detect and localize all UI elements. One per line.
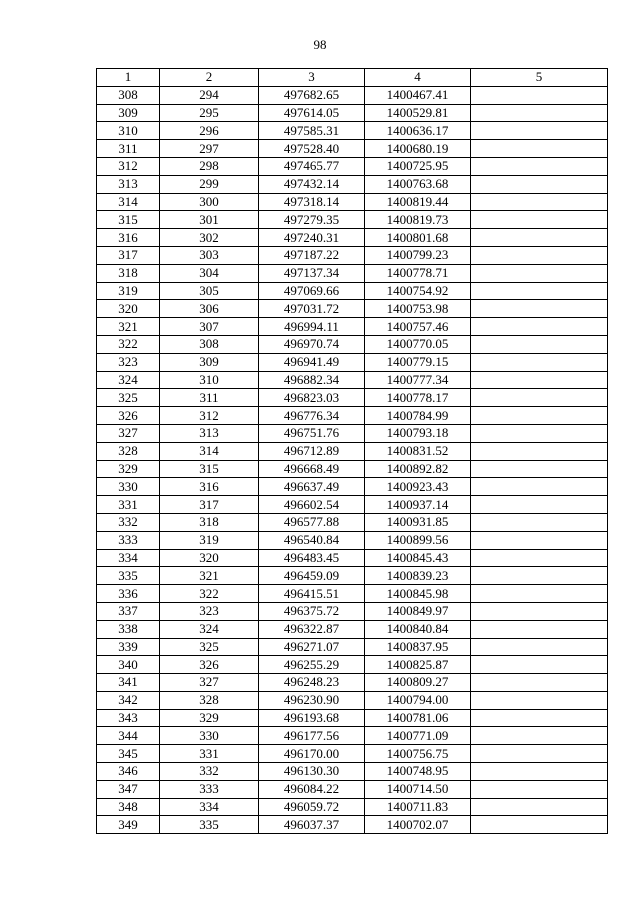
table-row — [97, 763, 608, 781]
table-cell: 497528.40 — [259, 140, 365, 158]
table-cell: 1400771.09 — [365, 727, 471, 745]
table-cell: 320 — [160, 549, 259, 567]
table-row — [97, 122, 608, 140]
table-cell: 496322.87 — [259, 620, 365, 638]
table-cell — [471, 300, 608, 318]
table-cell — [471, 549, 608, 567]
table-cell: 296 — [160, 122, 259, 140]
table-cell: 347 — [97, 780, 160, 798]
table-cell: 327 — [97, 424, 160, 442]
table-cell: 496037.37 — [259, 816, 365, 834]
table-row — [97, 798, 608, 816]
table-cell: 497240.31 — [259, 229, 365, 247]
table-cell — [471, 104, 608, 122]
table-row — [97, 496, 608, 514]
table-cell — [471, 86, 608, 104]
table-row — [97, 389, 608, 407]
table-row — [97, 460, 608, 478]
table-cell: 339 — [97, 638, 160, 656]
table-cell — [471, 567, 608, 585]
table-row — [97, 318, 608, 336]
table-cell: 310 — [97, 122, 160, 140]
table-cell: 334 — [97, 549, 160, 567]
table-cell: 329 — [160, 709, 259, 727]
table-cell: 496483.45 — [259, 549, 365, 567]
column-header: 5 — [471, 69, 608, 87]
table-row — [97, 727, 608, 745]
table-cell: 1400937.14 — [365, 496, 471, 514]
table-cell: 496994.11 — [259, 318, 365, 336]
table-cell: 496540.84 — [259, 531, 365, 549]
table-cell: 313 — [97, 175, 160, 193]
table-cell: 294 — [160, 86, 259, 104]
table-cell: 321 — [97, 318, 160, 336]
table-cell: 314 — [97, 193, 160, 211]
table-row — [97, 335, 608, 353]
table-cell: 1400763.68 — [365, 175, 471, 193]
table-cell: 1400819.44 — [365, 193, 471, 211]
table-cell: 346 — [97, 763, 160, 781]
table-cell: 328 — [160, 691, 259, 709]
table-cell: 496776.34 — [259, 407, 365, 425]
table-cell: 1400892.82 — [365, 460, 471, 478]
table-row — [97, 585, 608, 603]
table-cell: 295 — [160, 104, 259, 122]
table-cell: 300 — [160, 193, 259, 211]
table-row — [97, 229, 608, 247]
table-cell: 1400794.00 — [365, 691, 471, 709]
table-cell: 331 — [160, 745, 259, 763]
table-cell: 314 — [160, 442, 259, 460]
table-cell — [471, 816, 608, 834]
table-row — [97, 620, 608, 638]
table-cell — [471, 264, 608, 282]
table-cell — [471, 531, 608, 549]
table-cell: 330 — [160, 727, 259, 745]
table-cell: 1400702.07 — [365, 816, 471, 834]
table-cell: 496577.88 — [259, 513, 365, 531]
table-row — [97, 674, 608, 692]
table-cell — [471, 602, 608, 620]
table-cell: 298 — [160, 157, 259, 175]
table-cell — [471, 691, 608, 709]
table-cell: 337 — [97, 602, 160, 620]
table-cell: 1400725.95 — [365, 157, 471, 175]
table-cell: 325 — [97, 389, 160, 407]
table-cell — [471, 638, 608, 656]
table-cell: 1400837.95 — [365, 638, 471, 656]
table-cell: 1400931.85 — [365, 513, 471, 531]
table-cell: 306 — [160, 300, 259, 318]
table-cell: 1400680.19 — [365, 140, 471, 158]
table-cell: 1400467.41 — [365, 86, 471, 104]
table-cell — [471, 193, 608, 211]
table-cell: 325 — [160, 638, 259, 656]
table-cell: 497585.31 — [259, 122, 365, 140]
table-cell: 1400714.50 — [365, 780, 471, 798]
table-cell: 310 — [160, 371, 259, 389]
table-cell — [471, 585, 608, 603]
table-cell: 315 — [160, 460, 259, 478]
table-cell — [471, 620, 608, 638]
table-cell: 1400819.73 — [365, 211, 471, 229]
table-cell: 1400753.98 — [365, 300, 471, 318]
table-cell: 497031.72 — [259, 300, 365, 318]
page-number: 98 — [313, 37, 327, 52]
table-cell: 496712.89 — [259, 442, 365, 460]
table-cell: 319 — [97, 282, 160, 300]
table-row — [97, 371, 608, 389]
table-row — [97, 513, 608, 531]
table-cell: 1400754.92 — [365, 282, 471, 300]
table-cell: 328 — [97, 442, 160, 460]
table-cell: 309 — [97, 104, 160, 122]
table-cell: 308 — [160, 335, 259, 353]
table-body — [97, 86, 608, 833]
table-cell: 496375.72 — [259, 602, 365, 620]
table-cell: 303 — [160, 246, 259, 264]
table-cell — [471, 371, 608, 389]
table-cell: 297 — [160, 140, 259, 158]
table-cell: 333 — [160, 780, 259, 798]
table-row — [97, 407, 608, 425]
table-cell: 301 — [160, 211, 259, 229]
table-cell: 497187.22 — [259, 246, 365, 264]
table-cell: 311 — [97, 140, 160, 158]
table-row — [97, 140, 608, 158]
table-cell: 496230.90 — [259, 691, 365, 709]
table-cell: 497682.65 — [259, 86, 365, 104]
table-cell: 340 — [97, 656, 160, 674]
table-cell: 343 — [97, 709, 160, 727]
table-cell: 496751.76 — [259, 424, 365, 442]
table-cell — [471, 496, 608, 514]
table-row — [97, 175, 608, 193]
table-cell — [471, 745, 608, 763]
table-cell — [471, 335, 608, 353]
table-cell: 496255.29 — [259, 656, 365, 674]
table-row — [97, 424, 608, 442]
table-cell: 1400778.71 — [365, 264, 471, 282]
table-cell: 1400784.99 — [365, 407, 471, 425]
table-cell: 349 — [97, 816, 160, 834]
table-cell: 1400825.87 — [365, 656, 471, 674]
table-row — [97, 104, 608, 122]
table-cell: 496193.68 — [259, 709, 365, 727]
table-cell: 307 — [160, 318, 259, 336]
table-cell: 496059.72 — [259, 798, 365, 816]
table-cell: 1400849.97 — [365, 602, 471, 620]
table-row — [97, 567, 608, 585]
table-row — [97, 353, 608, 371]
table-cell: 1400711.83 — [365, 798, 471, 816]
table-cell: 331 — [97, 496, 160, 514]
table-row — [97, 246, 608, 264]
table-cell — [471, 780, 608, 798]
table-cell: 311 — [160, 389, 259, 407]
table-cell: 497614.05 — [259, 104, 365, 122]
table-cell: 497279.35 — [259, 211, 365, 229]
table-cell: 336 — [97, 585, 160, 603]
table-cell — [471, 353, 608, 371]
table-cell: 333 — [97, 531, 160, 549]
table-cell — [471, 763, 608, 781]
table-cell: 1400831.52 — [365, 442, 471, 460]
table-row — [97, 86, 608, 104]
table-cell: 327 — [160, 674, 259, 692]
table-cell: 1400757.46 — [365, 318, 471, 336]
table-cell — [471, 798, 608, 816]
table-cell: 329 — [97, 460, 160, 478]
table-cell — [471, 229, 608, 247]
table-cell: 309 — [160, 353, 259, 371]
table-cell: 497069.66 — [259, 282, 365, 300]
table-row — [97, 691, 608, 709]
table-cell: 320 — [97, 300, 160, 318]
table-cell: 496130.30 — [259, 763, 365, 781]
table-row — [97, 478, 608, 496]
table-cell: 496668.49 — [259, 460, 365, 478]
table-cell: 1400899.56 — [365, 531, 471, 549]
table-cell: 322 — [97, 335, 160, 353]
table-row — [97, 264, 608, 282]
column-header: 1 — [97, 69, 160, 87]
table-cell — [471, 656, 608, 674]
table-cell: 496415.51 — [259, 585, 365, 603]
table-cell — [471, 674, 608, 692]
table-cell — [471, 424, 608, 442]
table-cell — [471, 407, 608, 425]
table-cell: 496602.54 — [259, 496, 365, 514]
table-cell: 344 — [97, 727, 160, 745]
table-row — [97, 656, 608, 674]
table-cell: 334 — [160, 798, 259, 816]
table-cell: 341 — [97, 674, 160, 692]
table-cell: 299 — [160, 175, 259, 193]
table-cell: 335 — [97, 567, 160, 585]
coordinates-table — [96, 68, 608, 834]
table-cell — [471, 442, 608, 460]
table-cell — [471, 709, 608, 727]
table-cell: 497432.14 — [259, 175, 365, 193]
table-cell: 332 — [160, 763, 259, 781]
table-cell: 496084.22 — [259, 780, 365, 798]
column-header: 4 — [365, 69, 471, 87]
table-cell: 318 — [160, 513, 259, 531]
table-cell: 1400748.95 — [365, 763, 471, 781]
table-header-row — [97, 69, 608, 87]
table-cell — [471, 140, 608, 158]
table-cell: 316 — [160, 478, 259, 496]
column-header: 2 — [160, 69, 259, 87]
table-cell: 324 — [160, 620, 259, 638]
table-cell: 335 — [160, 816, 259, 834]
table-cell: 317 — [97, 246, 160, 264]
table-cell: 332 — [97, 513, 160, 531]
table-cell: 338 — [97, 620, 160, 638]
table-row — [97, 442, 608, 460]
table-cell: 1400756.75 — [365, 745, 471, 763]
table-row — [97, 549, 608, 567]
table-cell: 326 — [160, 656, 259, 674]
table-cell — [471, 246, 608, 264]
table-cell — [471, 460, 608, 478]
table-row — [97, 638, 608, 656]
table-cell — [471, 727, 608, 745]
table-cell: 324 — [97, 371, 160, 389]
table-cell: 1400636.17 — [365, 122, 471, 140]
table-cell: 313 — [160, 424, 259, 442]
table-cell: 496170.00 — [259, 745, 365, 763]
table-cell: 1400923.43 — [365, 478, 471, 496]
table-cell: 496882.34 — [259, 371, 365, 389]
table-cell: 308 — [97, 86, 160, 104]
table-cell: 323 — [97, 353, 160, 371]
table-cell — [471, 157, 608, 175]
table-cell: 326 — [97, 407, 160, 425]
table-cell — [471, 282, 608, 300]
table-cell — [471, 175, 608, 193]
table-cell — [471, 211, 608, 229]
table-cell: 1400777.34 — [365, 371, 471, 389]
table-cell: 316 — [97, 229, 160, 247]
table-cell: 496248.23 — [259, 674, 365, 692]
table-cell: 1400809.27 — [365, 674, 471, 692]
table-cell: 496941.49 — [259, 353, 365, 371]
table-cell: 1400781.06 — [365, 709, 471, 727]
table-cell: 1400793.18 — [365, 424, 471, 442]
table-row — [97, 531, 608, 549]
table-cell: 1400840.84 — [365, 620, 471, 638]
table-cell: 304 — [160, 264, 259, 282]
table-cell: 348 — [97, 798, 160, 816]
table-row — [97, 282, 608, 300]
table-cell: 1400845.43 — [365, 549, 471, 567]
table-cell: 497318.14 — [259, 193, 365, 211]
table-cell: 1400801.68 — [365, 229, 471, 247]
table-cell: 345 — [97, 745, 160, 763]
table-cell: 1400799.23 — [365, 246, 471, 264]
table-cell: 312 — [160, 407, 259, 425]
table-cell: 312 — [97, 157, 160, 175]
table-cell: 1400770.05 — [365, 335, 471, 353]
column-header: 3 — [259, 69, 365, 87]
table-cell — [471, 389, 608, 407]
table-cell: 317 — [160, 496, 259, 514]
table-row — [97, 709, 608, 727]
table-cell: 322 — [160, 585, 259, 603]
table-cell: 302 — [160, 229, 259, 247]
table-cell: 497137.34 — [259, 264, 365, 282]
table-cell: 305 — [160, 282, 259, 300]
table-cell: 496177.56 — [259, 727, 365, 745]
table-cell: 1400778.17 — [365, 389, 471, 407]
table-cell: 1400779.15 — [365, 353, 471, 371]
table-cell: 315 — [97, 211, 160, 229]
table-row — [97, 157, 608, 175]
table-cell: 497465.77 — [259, 157, 365, 175]
table-cell: 496823.03 — [259, 389, 365, 407]
table-cell: 496271.07 — [259, 638, 365, 656]
table-cell: 319 — [160, 531, 259, 549]
table-cell — [471, 478, 608, 496]
table-cell: 496970.74 — [259, 335, 365, 353]
table-row — [97, 300, 608, 318]
table-cell — [471, 318, 608, 336]
table-cell: 330 — [97, 478, 160, 496]
table-row — [97, 193, 608, 211]
table-cell — [471, 122, 608, 140]
table-cell: 496637.49 — [259, 478, 365, 496]
table-cell: 1400839.23 — [365, 567, 471, 585]
table-row — [97, 602, 608, 620]
table-cell: 1400845.98 — [365, 585, 471, 603]
table-cell: 1400529.81 — [365, 104, 471, 122]
table-row — [97, 780, 608, 798]
table-cell: 496459.09 — [259, 567, 365, 585]
table-cell: 318 — [97, 264, 160, 282]
table-cell: 342 — [97, 691, 160, 709]
table-row — [97, 816, 608, 834]
table-cell — [471, 513, 608, 531]
table-row — [97, 745, 608, 763]
table-cell: 321 — [160, 567, 259, 585]
table-cell: 323 — [160, 602, 259, 620]
table-row — [97, 211, 608, 229]
